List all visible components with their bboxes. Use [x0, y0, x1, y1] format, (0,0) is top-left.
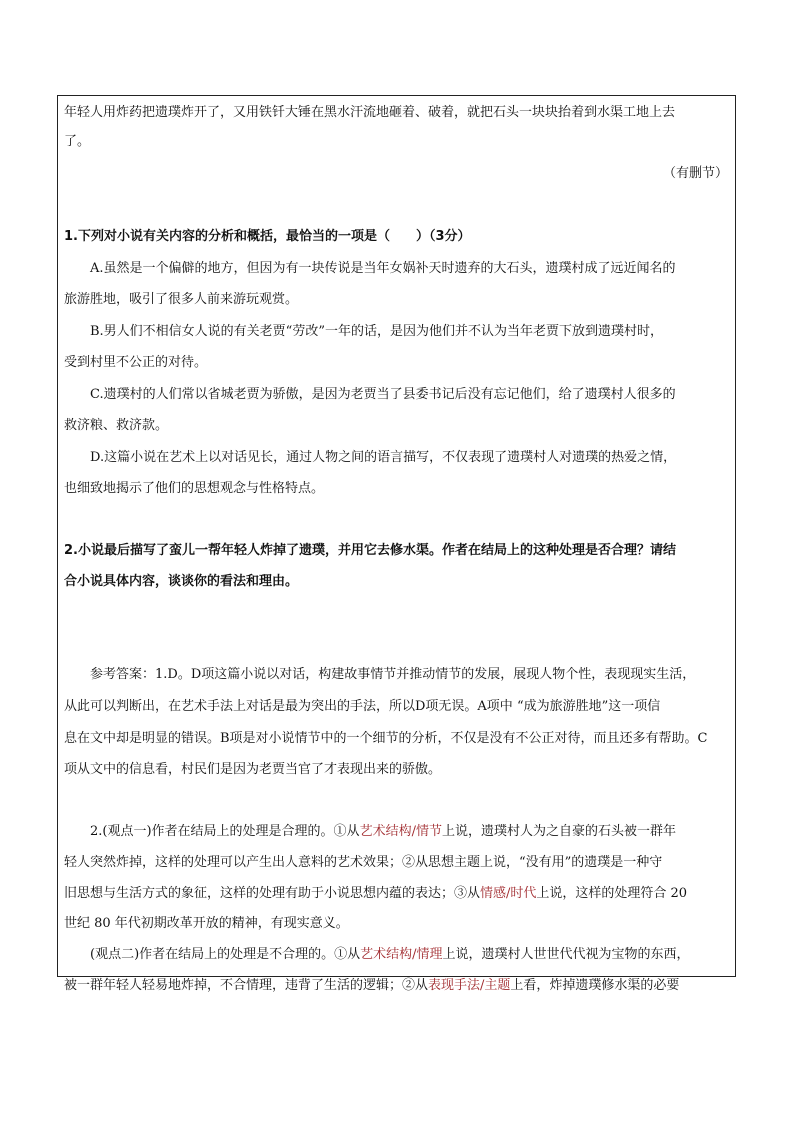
- highlight-term: 艺术结构/情理: [360, 947, 443, 962]
- answer-text: 2.(观点一)作者在结局上的处理是合理的。①从: [90, 824, 360, 839]
- answer-2-line: 世纪 80 年代初期改革开放的精神，有现实意义。: [64, 916, 349, 931]
- passage-line: 年轻人用炸药把遗璞炸开了，又用铁钎大锤在黑水汗流地砸着、破着，就把石头一块块抬着到水渠工地上去: [64, 105, 676, 120]
- question-2-stem: 2.小说最后描写了蛮儿一帮年轻人炸掉了遗璞，并用它去修水渠。作者在结局上的这种处理是否合理？请结: [64, 543, 676, 558]
- option-a: A.虽然是一个偏僻的地方，但因为有一块传说是当年女娲补天时遗弃的大石头，遗璞村成了远近闻名的: [90, 261, 676, 276]
- answer-text: (观点二)作者在结局上的处理是不合理的。①从: [90, 947, 361, 962]
- question-1-stem: 1.下列对小说有关内容的分析和概括，最恰当的一项是（ ）（3分）: [64, 229, 471, 244]
- option-a-cont: 旅游胜地，吸引了很多人前来游玩观赏。: [64, 292, 299, 307]
- answer-text: 上说，遗璞村人为之自豪的石头被一群年: [441, 824, 676, 839]
- option-c: C.遗璞村的人们常以省城老贾为骄傲，是因为老贾当了县委书记后没有忘记他们，给了遗璞村人很多的: [90, 387, 676, 402]
- answer-1-line: 项从文中的信息看，村民们是因为老贾当官了才表现出来的骄傲。: [64, 762, 442, 777]
- option-b: B.男人们不相信女人说的有关老贾“劳改”一年的话，是因为他们并不认为当年老贾下放到遗璞村时，: [90, 324, 663, 339]
- passage-line: 了。: [64, 134, 91, 149]
- option-b-cont: 受到村里不公正的对待。: [64, 355, 208, 370]
- option-d: D.这篇小说在艺术上以对话见长，通过人物之间的语言描写，不仅表现了遗璞村人对遗璞的热爱之情，: [90, 450, 677, 465]
- answer-2-view-1: [90, 823, 676, 841]
- option-d-cont: 也细致地揭示了他们的思想观念与性格特点。: [64, 481, 325, 496]
- answer-text: 旧思想与生活方式的象征，这样的处理有助于小说思想内蕴的表达；③从: [64, 886, 481, 901]
- answer-text: 被一群年轻人轻易地炸掉，不合情理，违背了生活的逻辑；②从: [64, 978, 429, 993]
- answer-1-line: 参考答案：1.D。D项这篇小说以对话，构建故事情节并推动情节的发展，展现人物个性，表现现实生活，: [90, 667, 696, 682]
- answer-2-view-2: [90, 946, 690, 964]
- answer-text: 上说，遗璞村人世世代代视为宝物的东西，: [442, 947, 690, 962]
- highlight-term: 情感/时代: [480, 886, 537, 901]
- option-c-cont: 救济粮、救济款。: [64, 418, 169, 433]
- highlight-term: 表现手法/主题: [428, 978, 511, 993]
- answer-1-line: 从此可以判断出，在艺术手法上对话是最为突出的手法，所以D项无误。A项中 “成为旅游胜地”这一项信: [64, 699, 661, 714]
- source-note: （有删节）: [662, 166, 728, 181]
- answer-text: 上说，这样的处理符合 20: [536, 886, 688, 901]
- highlight-term: 艺术结构/情节: [359, 824, 442, 839]
- answer-2-line: [64, 885, 687, 903]
- answer-text: 上看，炸掉遗璞修水渠的必要: [510, 978, 680, 993]
- answer-1-line: 息在文中却是明显的错误。B项是对小说情节中的一个细节的分析，不仅是没有不公正对待，而且还多有帮助。C: [64, 731, 708, 746]
- question-2-stem-cont: 合小说具体内容，谈谈你的看法和理由。: [64, 574, 299, 589]
- answer-2-line: [64, 977, 679, 995]
- answer-2-line: 轻人突然炸掉，这样的处理可以产生出人意料的艺术效果；②从思想主题上说，“没有用”的遗璞是一种守: [64, 855, 663, 870]
